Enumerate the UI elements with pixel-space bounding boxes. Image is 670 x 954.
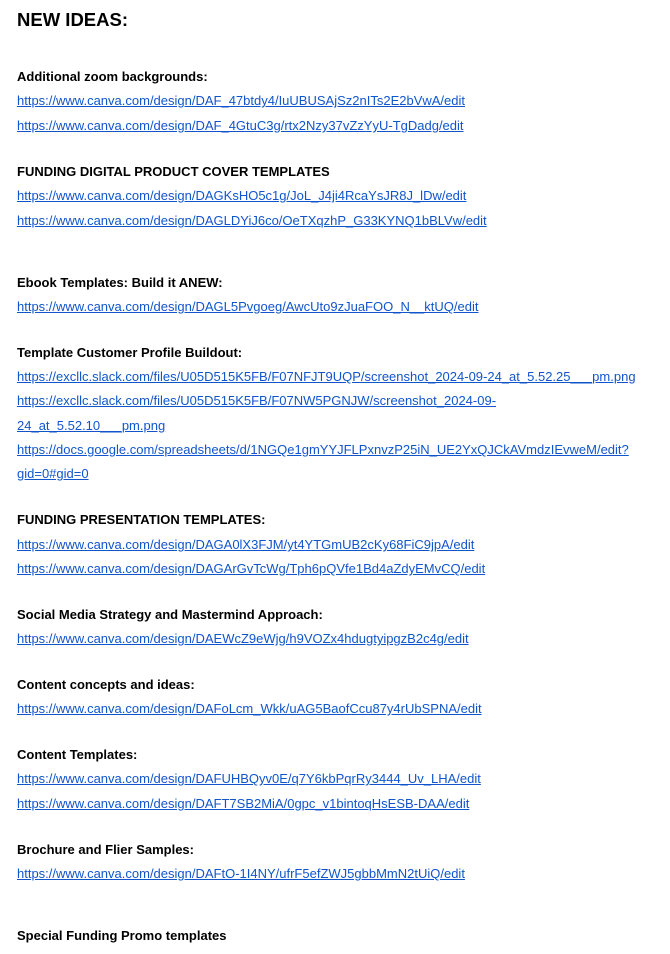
section-heading-content-templates: Content Templates: bbox=[17, 747, 138, 762]
link-presentation-template-1[interactable]: https://www.canva.com/design/DAGA0lX3FJM/yt4YTGmUB2cKy68FiC9jpA/edit bbox=[17, 537, 475, 552]
page-title: NEW IDEAS: bbox=[17, 9, 128, 30]
link-customer-profile-screenshot-2-cont[interactable]: 24_at_5.52.10___pm.png bbox=[17, 418, 166, 433]
section-heading-product-cover-templates: FUNDING DIGITAL PRODUCT COVER TEMPLATES bbox=[17, 164, 330, 179]
link-ebook-template[interactable]: https://www.canva.com/design/DAGL5Pvgoeg/AwcUto9zJuaFOO_N__ktUQ/edit bbox=[17, 299, 479, 314]
link-content-template-2[interactable]: https://www.canva.com/design/DAFT7SB2MiA/0gpc_v1bintoqHsESB-DAA/edit bbox=[17, 796, 470, 811]
link-social-media-strategy[interactable]: https://www.canva.com/design/DAEWcZ9eWjg/h9VOZx4hdugtyipgzB2c4g/edit bbox=[17, 631, 469, 646]
section-heading-special-promo: Special Funding Promo templates bbox=[17, 928, 227, 943]
link-customer-profile-spreadsheet[interactable]: https://docs.google.com/spreadsheets/d/1NGQe1gmYYJFLPxnvzP25iN_UE2YxQJCkAVmdzIEvweM/edit? bbox=[17, 442, 629, 457]
link-content-template-1[interactable]: https://www.canva.com/design/DAFUHBQyv0E/q7Y6kbPqrRy3444_Uv_LHA/edit bbox=[17, 771, 481, 786]
section-heading-zoom-backgrounds: Additional zoom backgrounds: bbox=[17, 69, 208, 84]
link-zoom-background-1[interactable]: https://www.canva.com/design/DAF_47btdy4/IuUBUSAjSz2nITs2E2bVwA/edit bbox=[17, 93, 465, 108]
link-content-concepts[interactable]: https://www.canva.com/design/DAFoLcm_Wkk/uAG5BaofCcu87y4rUbSPNA/edit bbox=[17, 701, 482, 716]
link-customer-profile-spreadsheet-cont[interactable]: gid=0#gid=0 bbox=[17, 466, 89, 481]
section-heading-brochure-samples: Brochure and Flier Samples: bbox=[17, 842, 194, 857]
link-customer-profile-screenshot-1[interactable]: https://excllc.slack.com/files/U05D515K5FB/F07NFJT9UQP/screenshot_2024-09-24_at_5.52.25___pm.png bbox=[17, 369, 636, 384]
link-product-cover-2[interactable]: https://www.canva.com/design/DAGLDYiJ6co/OeTXqzhP_G33KYNQ1bBLVw/edit bbox=[17, 213, 487, 228]
link-product-cover-1[interactable]: https://www.canva.com/design/DAGKsHO5c1g/JoL_J4ji4RcaYsJR8J_lDw/edit bbox=[17, 188, 467, 203]
section-heading-social-media-strategy: Social Media Strategy and Mastermind Approach: bbox=[17, 607, 323, 622]
section-heading-customer-profile: Template Customer Profile Buildout: bbox=[17, 345, 243, 360]
link-customer-profile-screenshot-2[interactable]: https://excllc.slack.com/files/U05D515K5FB/F07NW5PGNJW/screenshot_2024-09- bbox=[17, 393, 497, 408]
section-heading-content-concepts: Content concepts and ideas: bbox=[17, 677, 195, 692]
section-heading-presentation-templates: FUNDING PRESENTATION TEMPLATES: bbox=[17, 512, 266, 527]
link-brochure-sample[interactable]: https://www.canva.com/design/DAFtO-1I4NY/ufrF5efZWJ5gbbMmN2tUiQ/edit bbox=[17, 866, 465, 881]
link-presentation-template-2[interactable]: https://www.canva.com/design/DAGArGvTcWg/Tph6pQVfe1Bd4aZdyEMvCQ/edit bbox=[17, 561, 486, 576]
link-zoom-background-2[interactable]: https://www.canva.com/design/DAF_4GtuC3g/rtx2Nzy37vZzYyU-TgDadg/edit bbox=[17, 118, 464, 133]
section-heading-ebook-templates: Ebook Templates: Build it ANEW: bbox=[17, 275, 223, 290]
